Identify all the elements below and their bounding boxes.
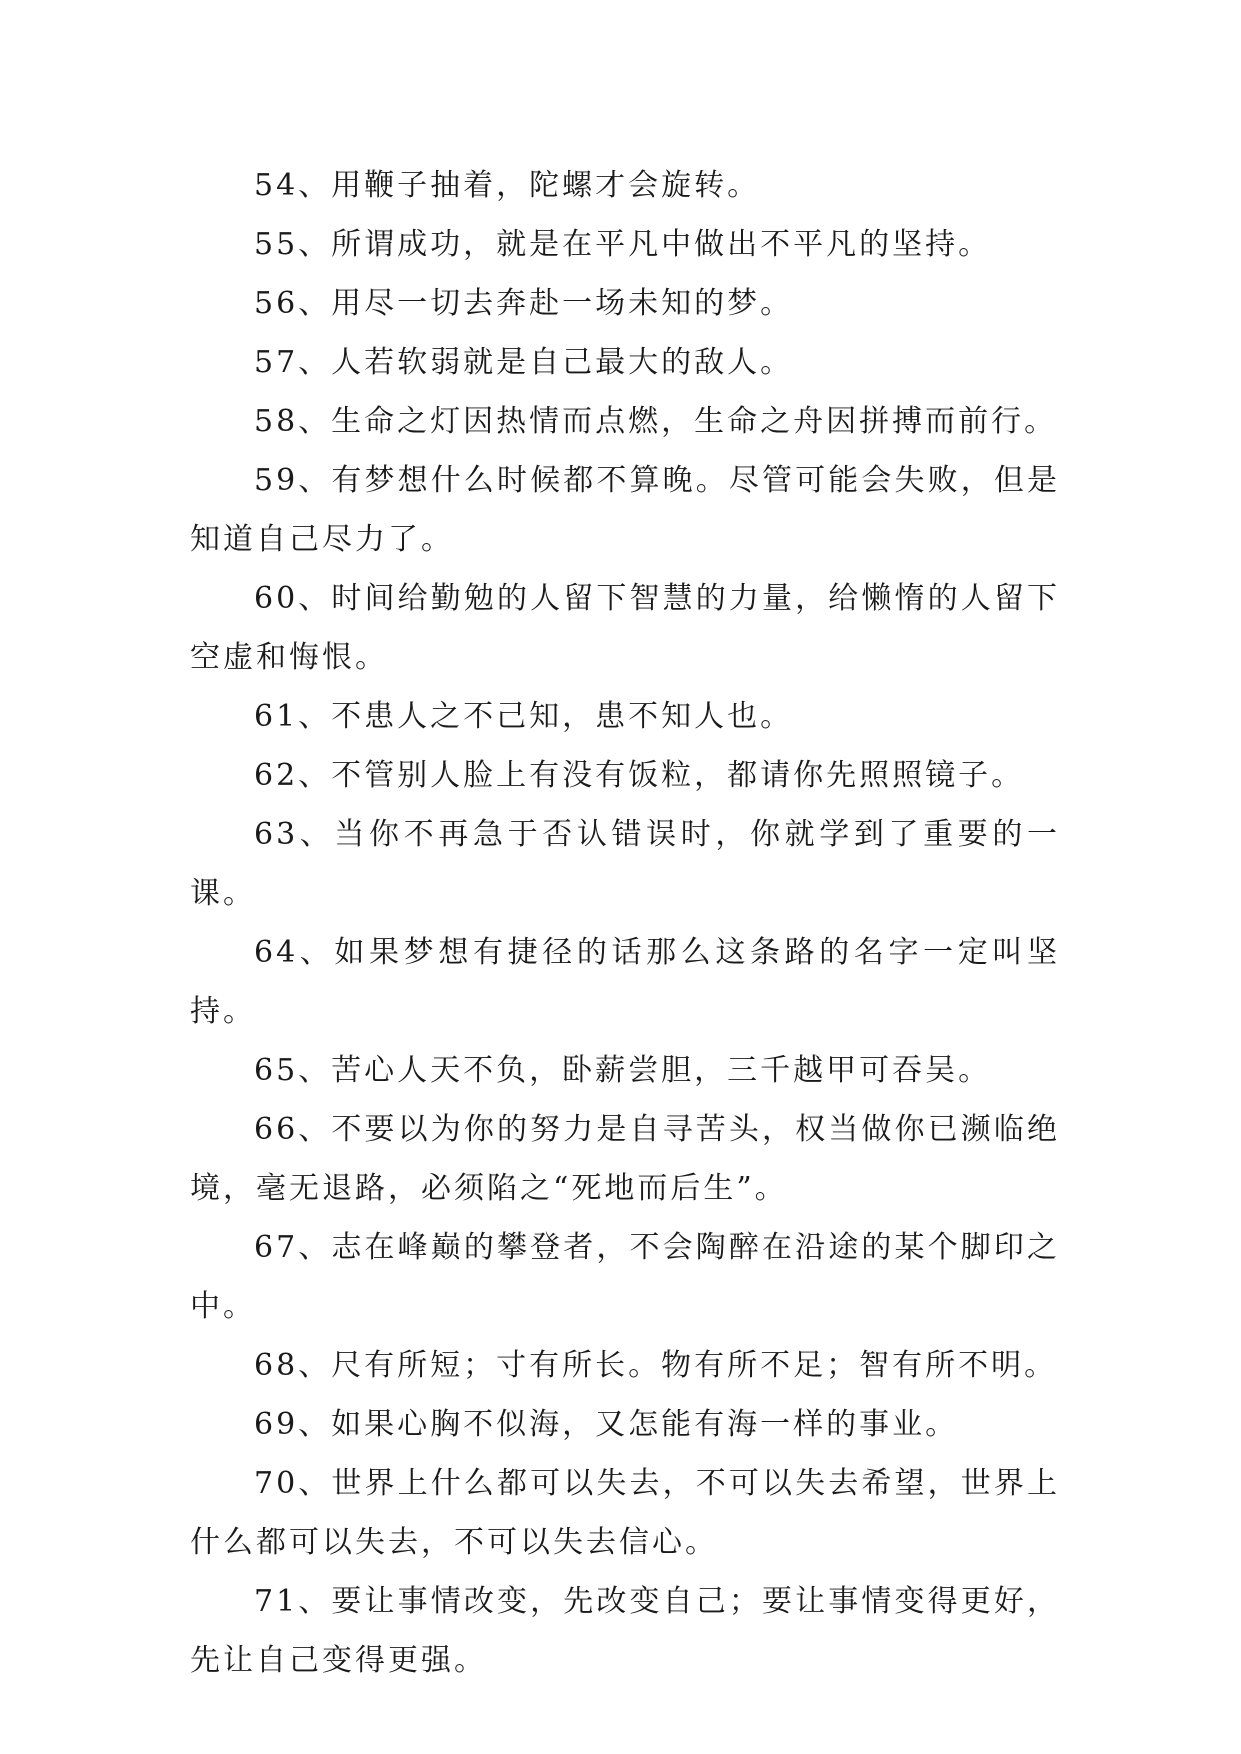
paragraph-62: 62、不管别人脸上有没有饭粒，都请你先照照镜子。 xyxy=(254,758,1025,793)
document-body xyxy=(190,156,1060,1690)
paragraph-65: 65、苦心人天不负，卧薪尝胆，三千越甲可吞吴。 xyxy=(254,1053,992,1088)
paragraph-69: 69、如果心胸不似海，又怎能有海一样的事业。 xyxy=(254,1407,959,1442)
paragraph-57: 57、人若软弱就是自己最大的敌人。 xyxy=(254,345,794,380)
paragraph-60: 60、时间给勤勉的人留下智慧的力量，给懒惰的人留下空虚和悔恨。 xyxy=(190,581,1060,675)
paragraph-67: 67、志在峰巅的攀登者，不会陶醉在沿途的某个脚印之中。 xyxy=(190,1230,1060,1324)
paragraph-58: 58、生命之灯因热情而点燃，生命之舟因拼搏而前行。 xyxy=(254,404,1058,439)
paragraph-63: 63、当你不再急于否认错误时，你就学到了重要的一课。 xyxy=(190,817,1060,911)
paragraph-54: 54、用鞭子抽着，陀螺才会旋转。 xyxy=(254,168,761,203)
paragraph-64: 64、如果梦想有捷径的话那么这条路的名字一定叫坚持。 xyxy=(190,935,1060,1029)
paragraph-70: 70、世界上什么都可以失去，不可以失去希望，世界上什么都可以失去，不可以失去信心。 xyxy=(190,1466,1060,1560)
paragraph-56: 56、用尽一切去奔赴一场未知的梦。 xyxy=(254,286,794,321)
paragraph-66: 66、不要以为你的努力是自寻苦头，权当做你已濒临绝境，毫无退路，必须陷之“死地而后生”。 xyxy=(190,1112,1060,1206)
paragraph-61: 61、不患人之不己知，患不知人也。 xyxy=(254,699,794,734)
paragraph-71: 71、要让事情改变，先改变自己；要让事情变得更好，先让自己变得更强。 xyxy=(190,1584,1060,1678)
paragraph-55: 55、所谓成功，就是在平凡中做出不平凡的坚持。 xyxy=(254,227,992,262)
paragraph-59: 59、有梦想什么时候都不算晚。尽管可能会失败，但是知道自己尽力了。 xyxy=(190,463,1060,557)
paragraph-68: 68、尺有所短；寸有所长。物有所不足；智有所不明。 xyxy=(254,1348,1058,1383)
